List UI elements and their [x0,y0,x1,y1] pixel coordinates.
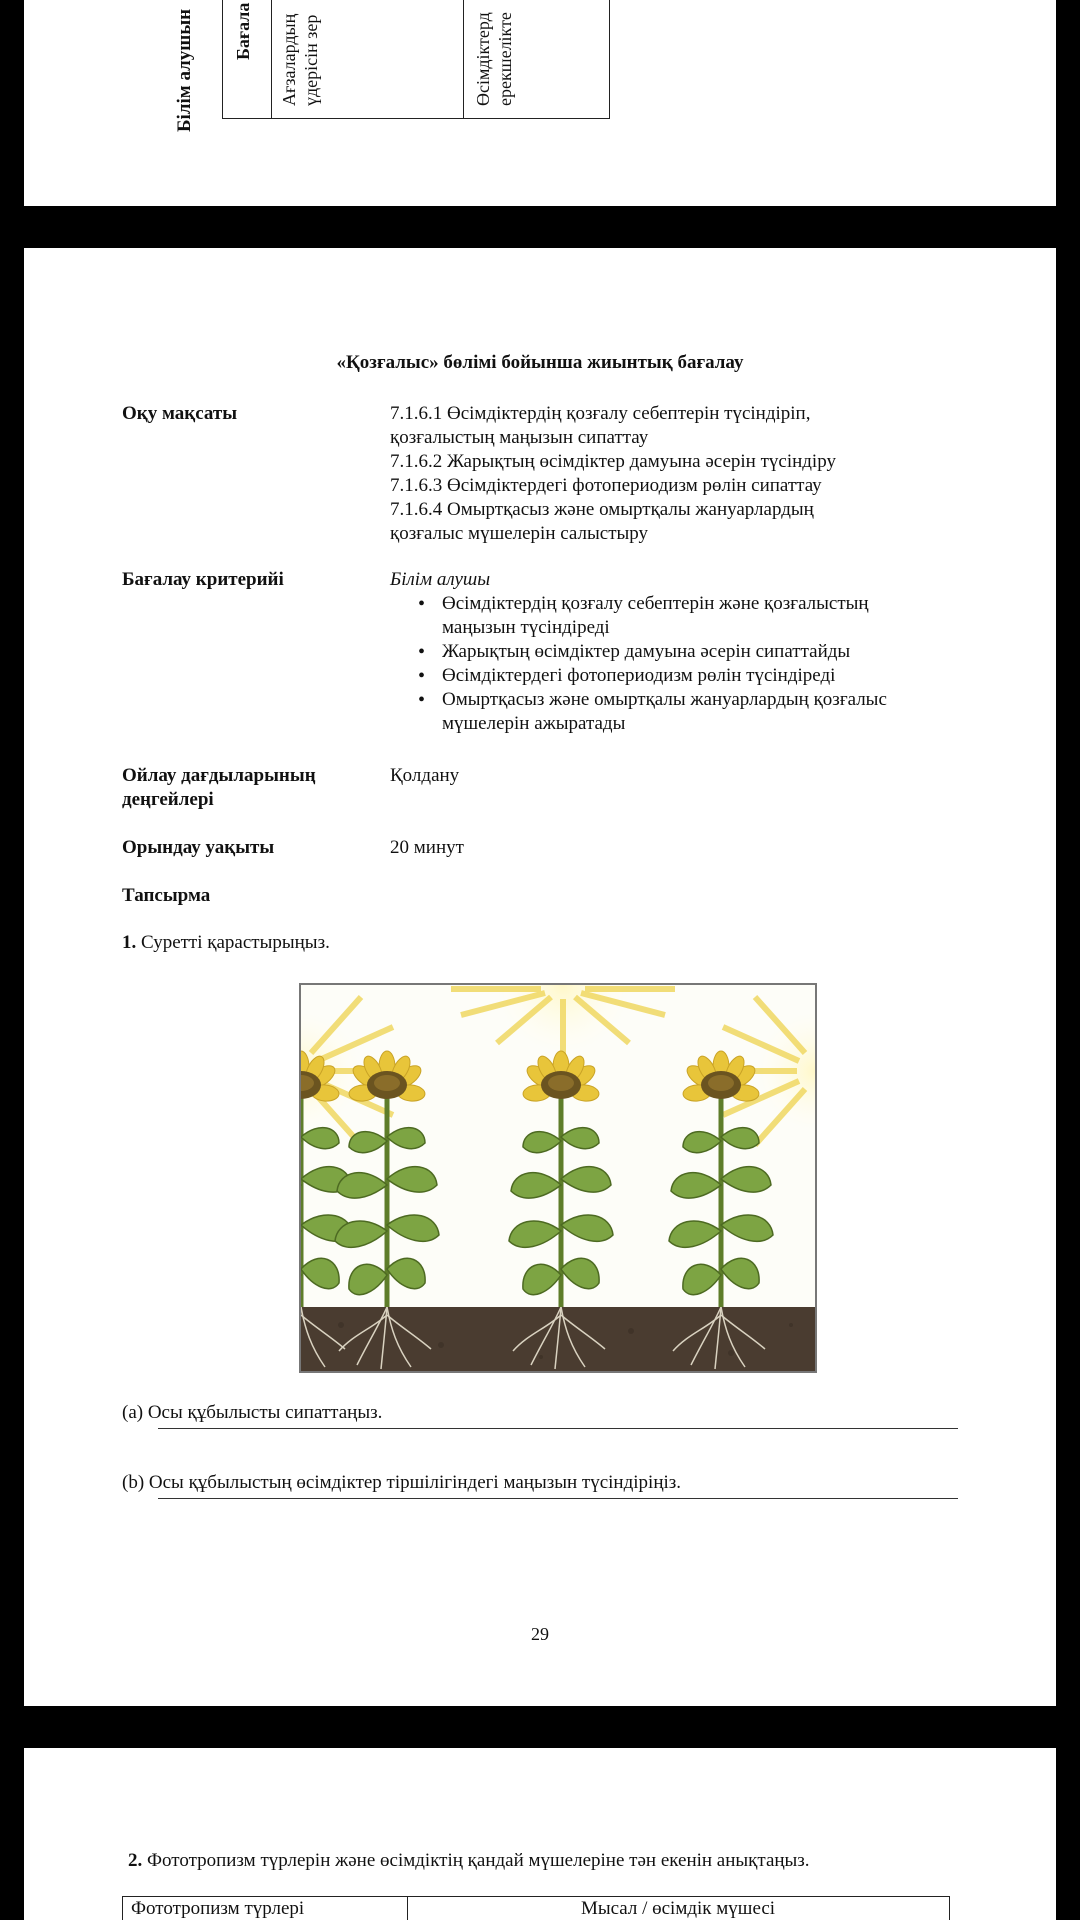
rotated-table [222,0,610,119]
thinking-levels-value: Қолдану [390,765,460,786]
objective-line: қозғалыс мүшелерін салыстыру [390,523,649,544]
question-2-text: Фототропизм түрлерін және өсімдіктің қандай мүшелеріне тән екенін анықтаңыз. [147,1850,810,1871]
page-number: 29 [531,1624,549,1644]
answer-line-b[interactable] [158,1498,958,1499]
criteria-intro: Білім алушы [390,569,491,590]
phototropism-table [122,1896,950,1920]
previous-page-fragment [24,0,1056,206]
table-header-types: Фототропизм түрлері [131,1898,305,1919]
criteria-label: Бағалау критерийі [122,569,284,590]
time-label: Орындау уақыты [122,837,275,858]
criteria-item: • Өсімдіктердегі фотопериодизм рөлін түсіндіреді [442,664,1010,688]
question-1 [122,932,330,954]
thinking-levels-label: Ойлау дағдыларының деңгейлері [122,765,316,810]
question-2-number: 2. [128,1850,143,1871]
criteria-item: • Омыртқасыз және омыртқалы жануарлардың қозғалыс мүшелерін ажыратады [442,688,1010,736]
objective-line: 7.1.6.4 Омыртқасыз және омыртқалы жануарлардың [390,499,814,520]
objective-line: 7.1.6.2 Жарықтың өсімдіктер дамуына әсерін түсіндіру [390,451,836,472]
question-1-number: 1. [122,932,137,953]
rotated-cell-2a: Өсімдіктерд [473,12,493,106]
document-page [24,248,1056,1706]
criteria-list [390,592,1010,736]
objectives-list [390,402,950,546]
question-1-text: Суретті қарастырыңыз. [141,932,330,953]
rotated-cell-1a: Ағзалардың [279,13,299,106]
question-1b: (b) Осы құбылыстың өсімдіктер тіршілігіндегі маңызын түсіндіріңіз. [122,1472,682,1493]
rotated-cell-2b: ерекшелікте [495,12,515,106]
rotated-table-fragment [24,0,1056,206]
task-heading: Тапсырма [122,885,211,906]
question-1a: (a) Осы құбылысты сипаттаңыз. [122,1402,383,1423]
criteria-item: • Өсімдіктердің қозғалу себептерін және қозғалыстың маңызын түсіндіреді [442,592,1010,640]
rotated-cell-1b: үдерісін зер [301,14,321,106]
sunflower-phototropism-image [299,983,817,1373]
objective-line: 7.1.6.1 Өсімдіктердің қозғалу себептерін түсіндіріп, [390,403,811,424]
question-2 [128,1850,810,1872]
criteria-block [390,568,1010,736]
table-header-examples: Мысал / өсімдік мүшесі [580,1898,776,1919]
objectives-label: Оқу мақсаты [122,403,238,424]
objective-line: 7.1.6.3 Өсімдіктердегі фотопериодизм рөлін сипаттау [390,475,822,496]
rotated-title: Білім алушын [174,8,195,132]
objective-line: қозғалыстың маңызын сипаттау [390,427,649,448]
answer-line-a[interactable] [158,1428,958,1429]
next-page-fragment [24,1748,1056,1920]
time-value: 20 минут [390,837,464,858]
criteria-item: • Жарықтың өсімдіктер дамуына әсерін сипаттайды [442,640,1010,664]
rotated-column-header: Бағала [233,2,253,60]
page-title: «Қозғалыс» бөлімі бойынша жиынтық бағалау [336,352,744,373]
sunflower-illustration [301,985,815,1371]
